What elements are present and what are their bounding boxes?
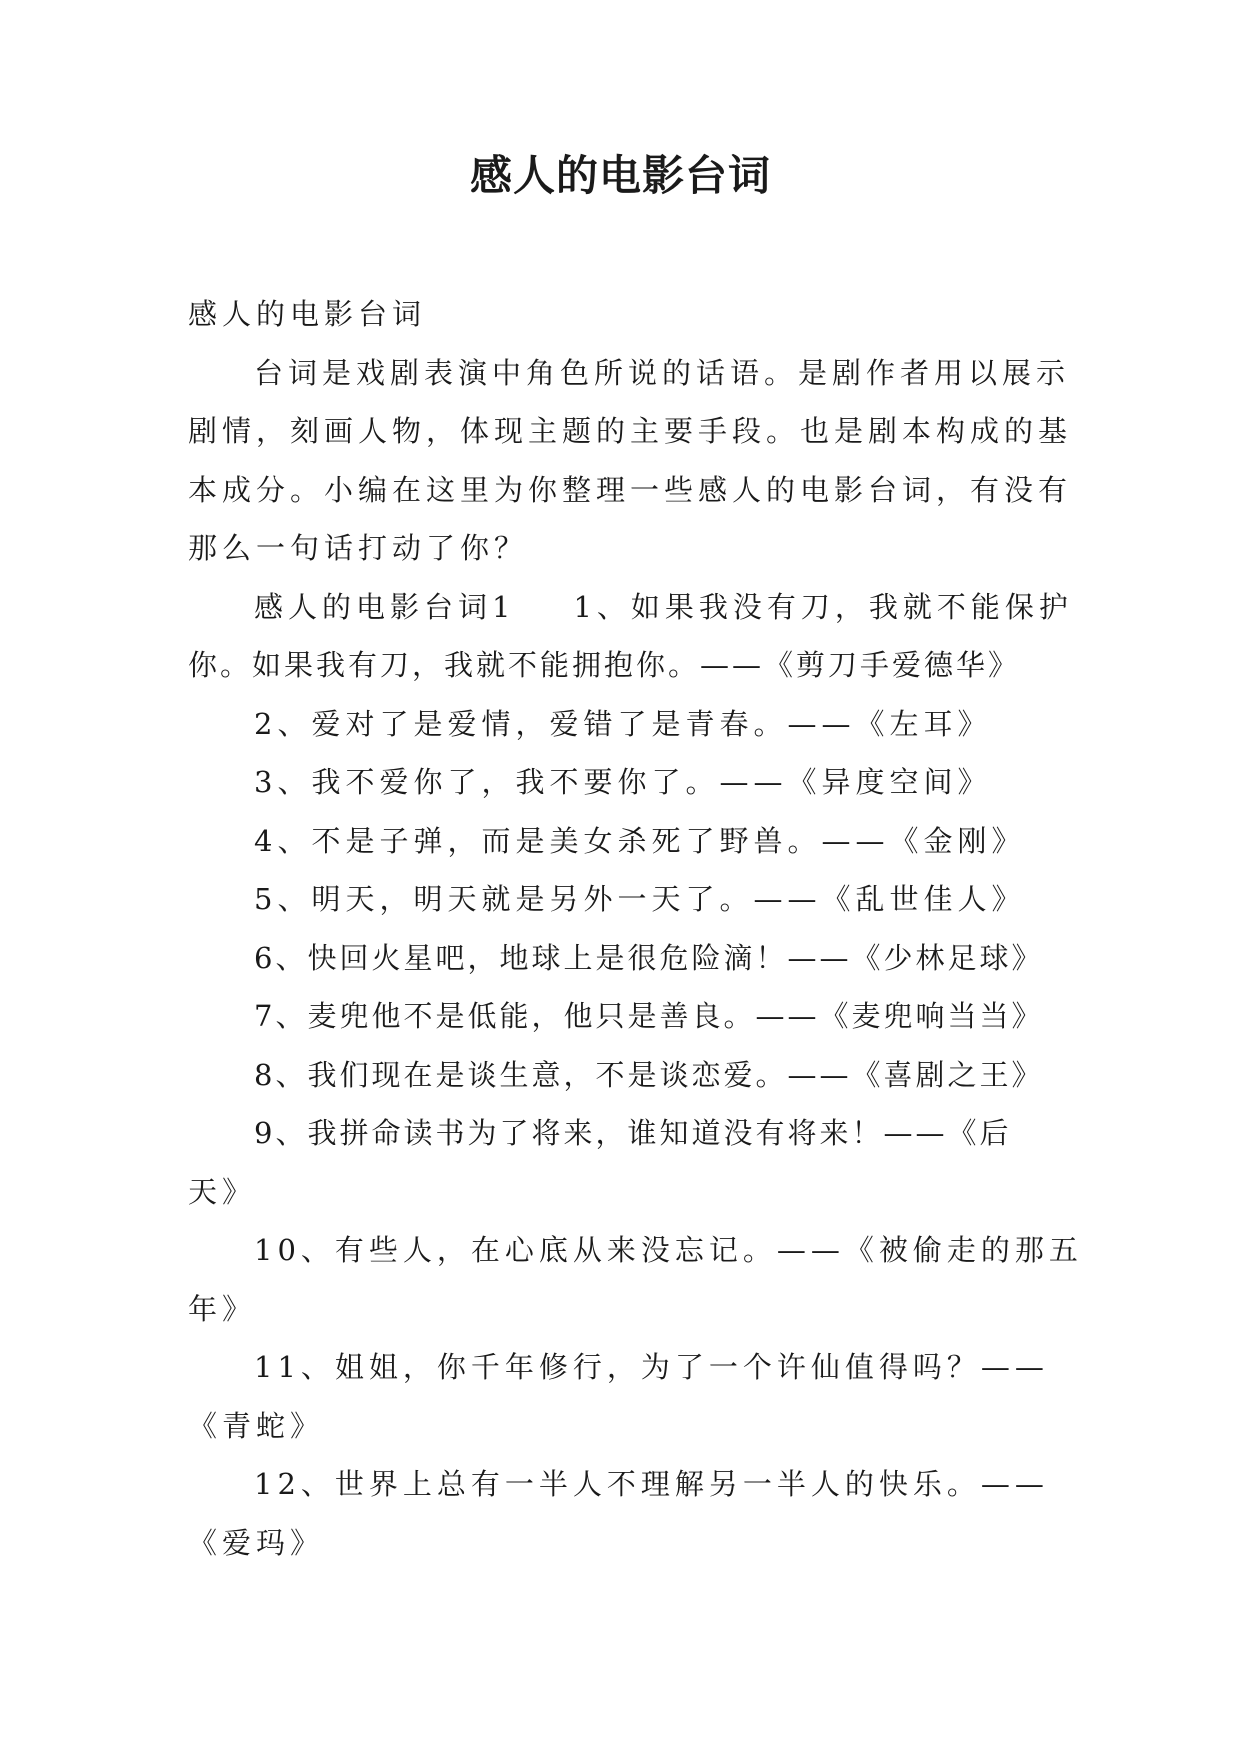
intro-line: 台词是戏剧表演中角色所说的话语。是剧作者用以展示 — [254, 355, 1071, 390]
quote-line: 6、快回火星吧，地球上是很危险滴！——《少林足球》 — [254, 940, 1044, 975]
section-heading: 感人的电影台词1 — [254, 589, 516, 624]
quote-line: 4、不是子弹，而是美女杀死了野兽。——《金刚》 — [254, 823, 1026, 858]
quote-line: 天》 — [188, 1174, 257, 1209]
quote-line: 2、爱对了是爱情，爱错了是青春。——《左耳》 — [254, 706, 992, 741]
quote-line: 3、我不爱你了，我不要你了。——《异度空间》 — [254, 765, 992, 799]
quote-line: 9、我拼命读书为了将来，谁知道没有将来！——《后 — [254, 1116, 1012, 1150]
document-subtitle: 感人的电影台词 — [188, 297, 427, 331]
quote-line: 5、明天，明天就是另外一天了。——《乱世佳人》 — [254, 882, 1026, 916]
intro-line: 那么一句话打动了你？ — [188, 531, 529, 565]
document-body — [188, 285, 1083, 1572]
quote-line: 10、有些人，在心底从来没忘记。——《被偷走的那五 — [254, 1233, 1083, 1267]
intro-line: 本成分。小编在这里为你整理一些感人的电影台词，有没有 — [188, 472, 1073, 507]
quote-line: 7、麦兜他不是低能，他只是善良。——《麦兜响当当》 — [254, 999, 1044, 1033]
quote-line: 12、世界上总有一半人不理解另一半人的快乐。—— — [254, 1467, 1049, 1501]
quote-line: 1、如果我没有刀，我就不能保护 — [573, 589, 1073, 624]
intro-line: 剧情，刻画人物，体现主题的主要手段。也是剧本构成的基 — [188, 414, 1073, 448]
quote-line: 《爱玛》 — [188, 1525, 325, 1560]
quote-line: 年》 — [188, 1291, 257, 1326]
quote-line: 你。如果我有刀，我就不能拥抱你。——《剪刀手爱德华》 — [188, 648, 1021, 682]
quote-line: 11、姐姐，你千年修行，为了一个许仙值得吗？—— — [254, 1350, 1049, 1384]
quote-line: 8、我们现在是谈生意，不是谈恋爱。——《喜剧之王》 — [254, 1057, 1044, 1092]
section-heading-line — [188, 578, 1073, 637]
quote-line: 《青蛇》 — [188, 1408, 325, 1443]
document-title: 感人的电影台词 — [469, 151, 771, 200]
